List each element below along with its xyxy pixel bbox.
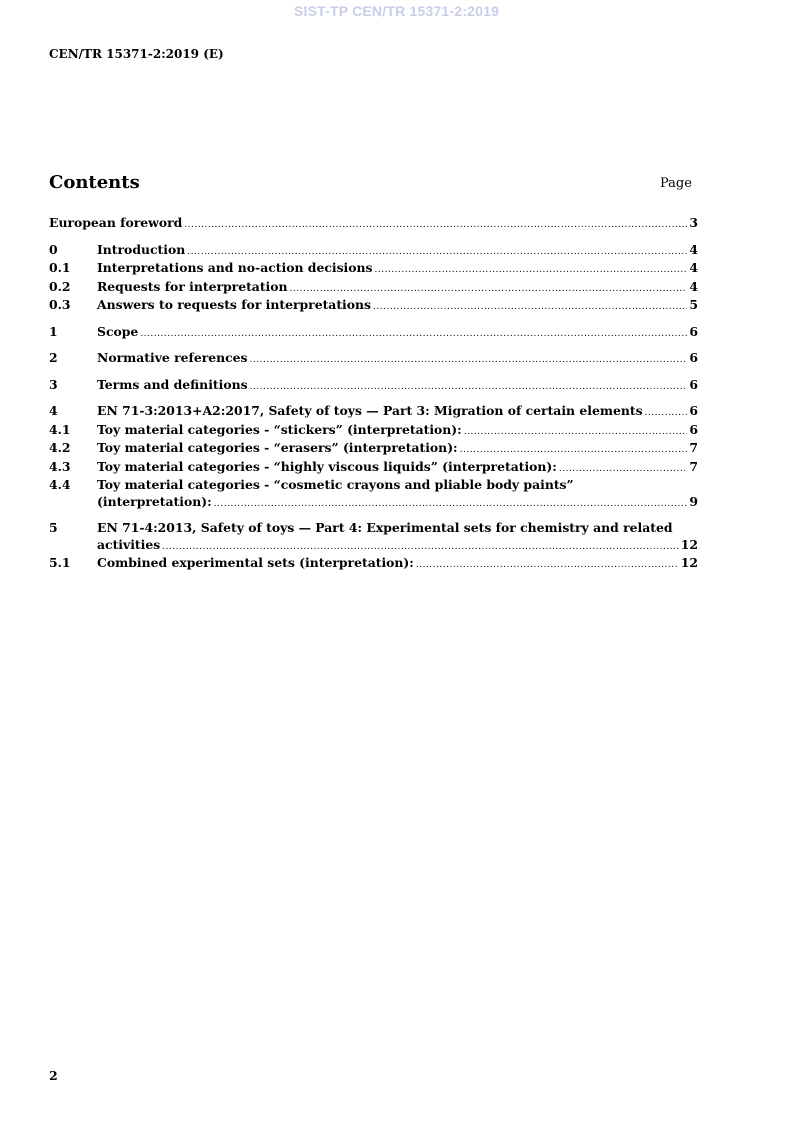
- toc-entry-en-71-3[interactable]: [49, 403, 698, 422]
- toc-entry-4-2[interactable]: [49, 440, 698, 459]
- toc-entry-number: 4: [49, 403, 58, 418]
- toc-entry-0-3[interactable]: [49, 297, 698, 316]
- watermark: SIST-TP CEN/TR 15371-2:2019: [293, 3, 500, 19]
- toc-entry-title: Normative references: [97, 350, 248, 365]
- toc-leader-dots: [162, 539, 679, 556]
- toc-leader-dots: [460, 442, 688, 459]
- toc-leader-dots: [375, 262, 688, 279]
- toc-entry-number: 4.2: [49, 440, 71, 455]
- toc-leader-dots: [184, 217, 687, 234]
- toc-entry-page: 6: [689, 350, 698, 365]
- contents-title: Contents: [49, 172, 140, 193]
- toc-entry-number: 0.2: [49, 278, 71, 294]
- toc-entry-title: EN 71-4:2013, Safety of toys — Part 4: Experimental sets for chemistry and related: [97, 520, 673, 535]
- toc-leader-dots: [373, 299, 687, 316]
- toc-leader-dots: [140, 326, 687, 343]
- toc-entry-title: Introduction: [97, 241, 186, 257]
- toc-entry-title: Toy material categories - “cosmetic crayons and pliable body paints”: [97, 477, 574, 492]
- toc-entry-title: Combined experimental sets (interpretation):: [97, 555, 414, 570]
- toc-entry-page: 12: [680, 536, 698, 552]
- toc-entry-number: 3: [49, 376, 58, 392]
- toc-entry-page: 9: [689, 493, 698, 509]
- toc-entry-european-foreword[interactable]: [49, 215, 698, 234]
- toc-entry-title: European foreword: [49, 215, 183, 230]
- toc-leader-dots: [250, 352, 688, 369]
- page-number: 2: [49, 1068, 58, 1083]
- toc-entry-number: 5: [49, 520, 58, 535]
- toc-entry-page: 6: [689, 323, 698, 339]
- toc-entry-normative-references[interactable]: [49, 350, 698, 369]
- toc-entry-4-3[interactable]: [49, 459, 698, 478]
- toc-entry-number: 4.1: [49, 421, 71, 437]
- toc-entry-en-71-4[interactable]: [49, 520, 698, 555]
- toc-leader-dots: [187, 244, 687, 261]
- toc-entry-page: 3: [689, 215, 698, 230]
- toc-leader-dots: [416, 557, 679, 574]
- toc-entry-title: Interpretations and no-action decisions: [97, 260, 373, 275]
- toc-leader-dots: [645, 405, 688, 422]
- toc-entry-page: 7: [689, 458, 698, 474]
- toc-entry-title-continued: activities: [97, 536, 161, 552]
- toc-entry-page: 6: [689, 376, 698, 392]
- toc-entry-number: 2: [49, 350, 58, 365]
- toc-entry-page: 4: [689, 260, 698, 275]
- toc-entry-number: 1: [49, 323, 58, 339]
- toc-leader-dots: [250, 379, 688, 396]
- toc-entry-title: EN 71-3:2013+A2:2017, Safety of toys — Part 3: Migration of certain elements: [97, 403, 643, 418]
- toc-entry-page: 12: [680, 555, 698, 570]
- toc-entry-page: 4: [689, 241, 698, 257]
- toc-leader-dots: [559, 461, 688, 478]
- toc-entry-title-continued: (interpretation):: [97, 493, 212, 509]
- toc-entry-title: Toy material categories - “stickers” (interpretation):: [97, 421, 462, 437]
- toc-entry-page: 4: [689, 278, 698, 294]
- toc-entry-number: 5.1: [49, 555, 71, 570]
- toc-leader-dots: [290, 281, 688, 298]
- toc-leader-dots: [214, 496, 688, 513]
- toc-entry-4-4[interactable]: [49, 477, 698, 512]
- toc-entry-terms-and-definitions[interactable]: [49, 377, 698, 396]
- toc-entry-number: 0: [49, 241, 58, 257]
- toc-entry-title: Answers to requests for interpretations: [97, 297, 372, 312]
- toc-entry-introduction[interactable]: [49, 242, 698, 261]
- toc-entry-page: 6: [689, 403, 698, 418]
- toc-entry-page: 5: [689, 297, 698, 312]
- page-column-label: Page: [660, 176, 692, 191]
- toc-entry-title: Requests for interpretation: [97, 278, 288, 294]
- toc-entry-title: Scope: [97, 323, 139, 339]
- toc-entry-0-1[interactable]: [49, 260, 698, 279]
- table-of-contents: [49, 215, 698, 574]
- toc-entry-5-1[interactable]: [49, 555, 698, 574]
- toc-entry-number: 0.3: [49, 297, 71, 312]
- toc-entry-number: 4.4: [49, 477, 71, 492]
- toc-entry-number: 4.3: [49, 458, 71, 474]
- toc-entry-scope[interactable]: [49, 324, 698, 343]
- toc-entry-0-2[interactable]: [49, 279, 698, 298]
- document-id-header: CEN/TR 15371-2:2019 (E): [49, 47, 224, 61]
- toc-entry-title: Toy material categories - “erasers” (interpretation):: [97, 440, 458, 455]
- toc-entry-page: 7: [689, 440, 698, 455]
- toc-entry-title: Toy material categories - “highly viscous liquids” (interpretation):: [97, 458, 557, 474]
- toc-entry-4-1[interactable]: [49, 422, 698, 441]
- toc-leader-dots: [464, 424, 688, 441]
- toc-entry-number: 0.1: [49, 260, 71, 275]
- toc-entry-page: 6: [689, 421, 698, 437]
- toc-entry-title: Terms and definitions: [97, 376, 248, 392]
